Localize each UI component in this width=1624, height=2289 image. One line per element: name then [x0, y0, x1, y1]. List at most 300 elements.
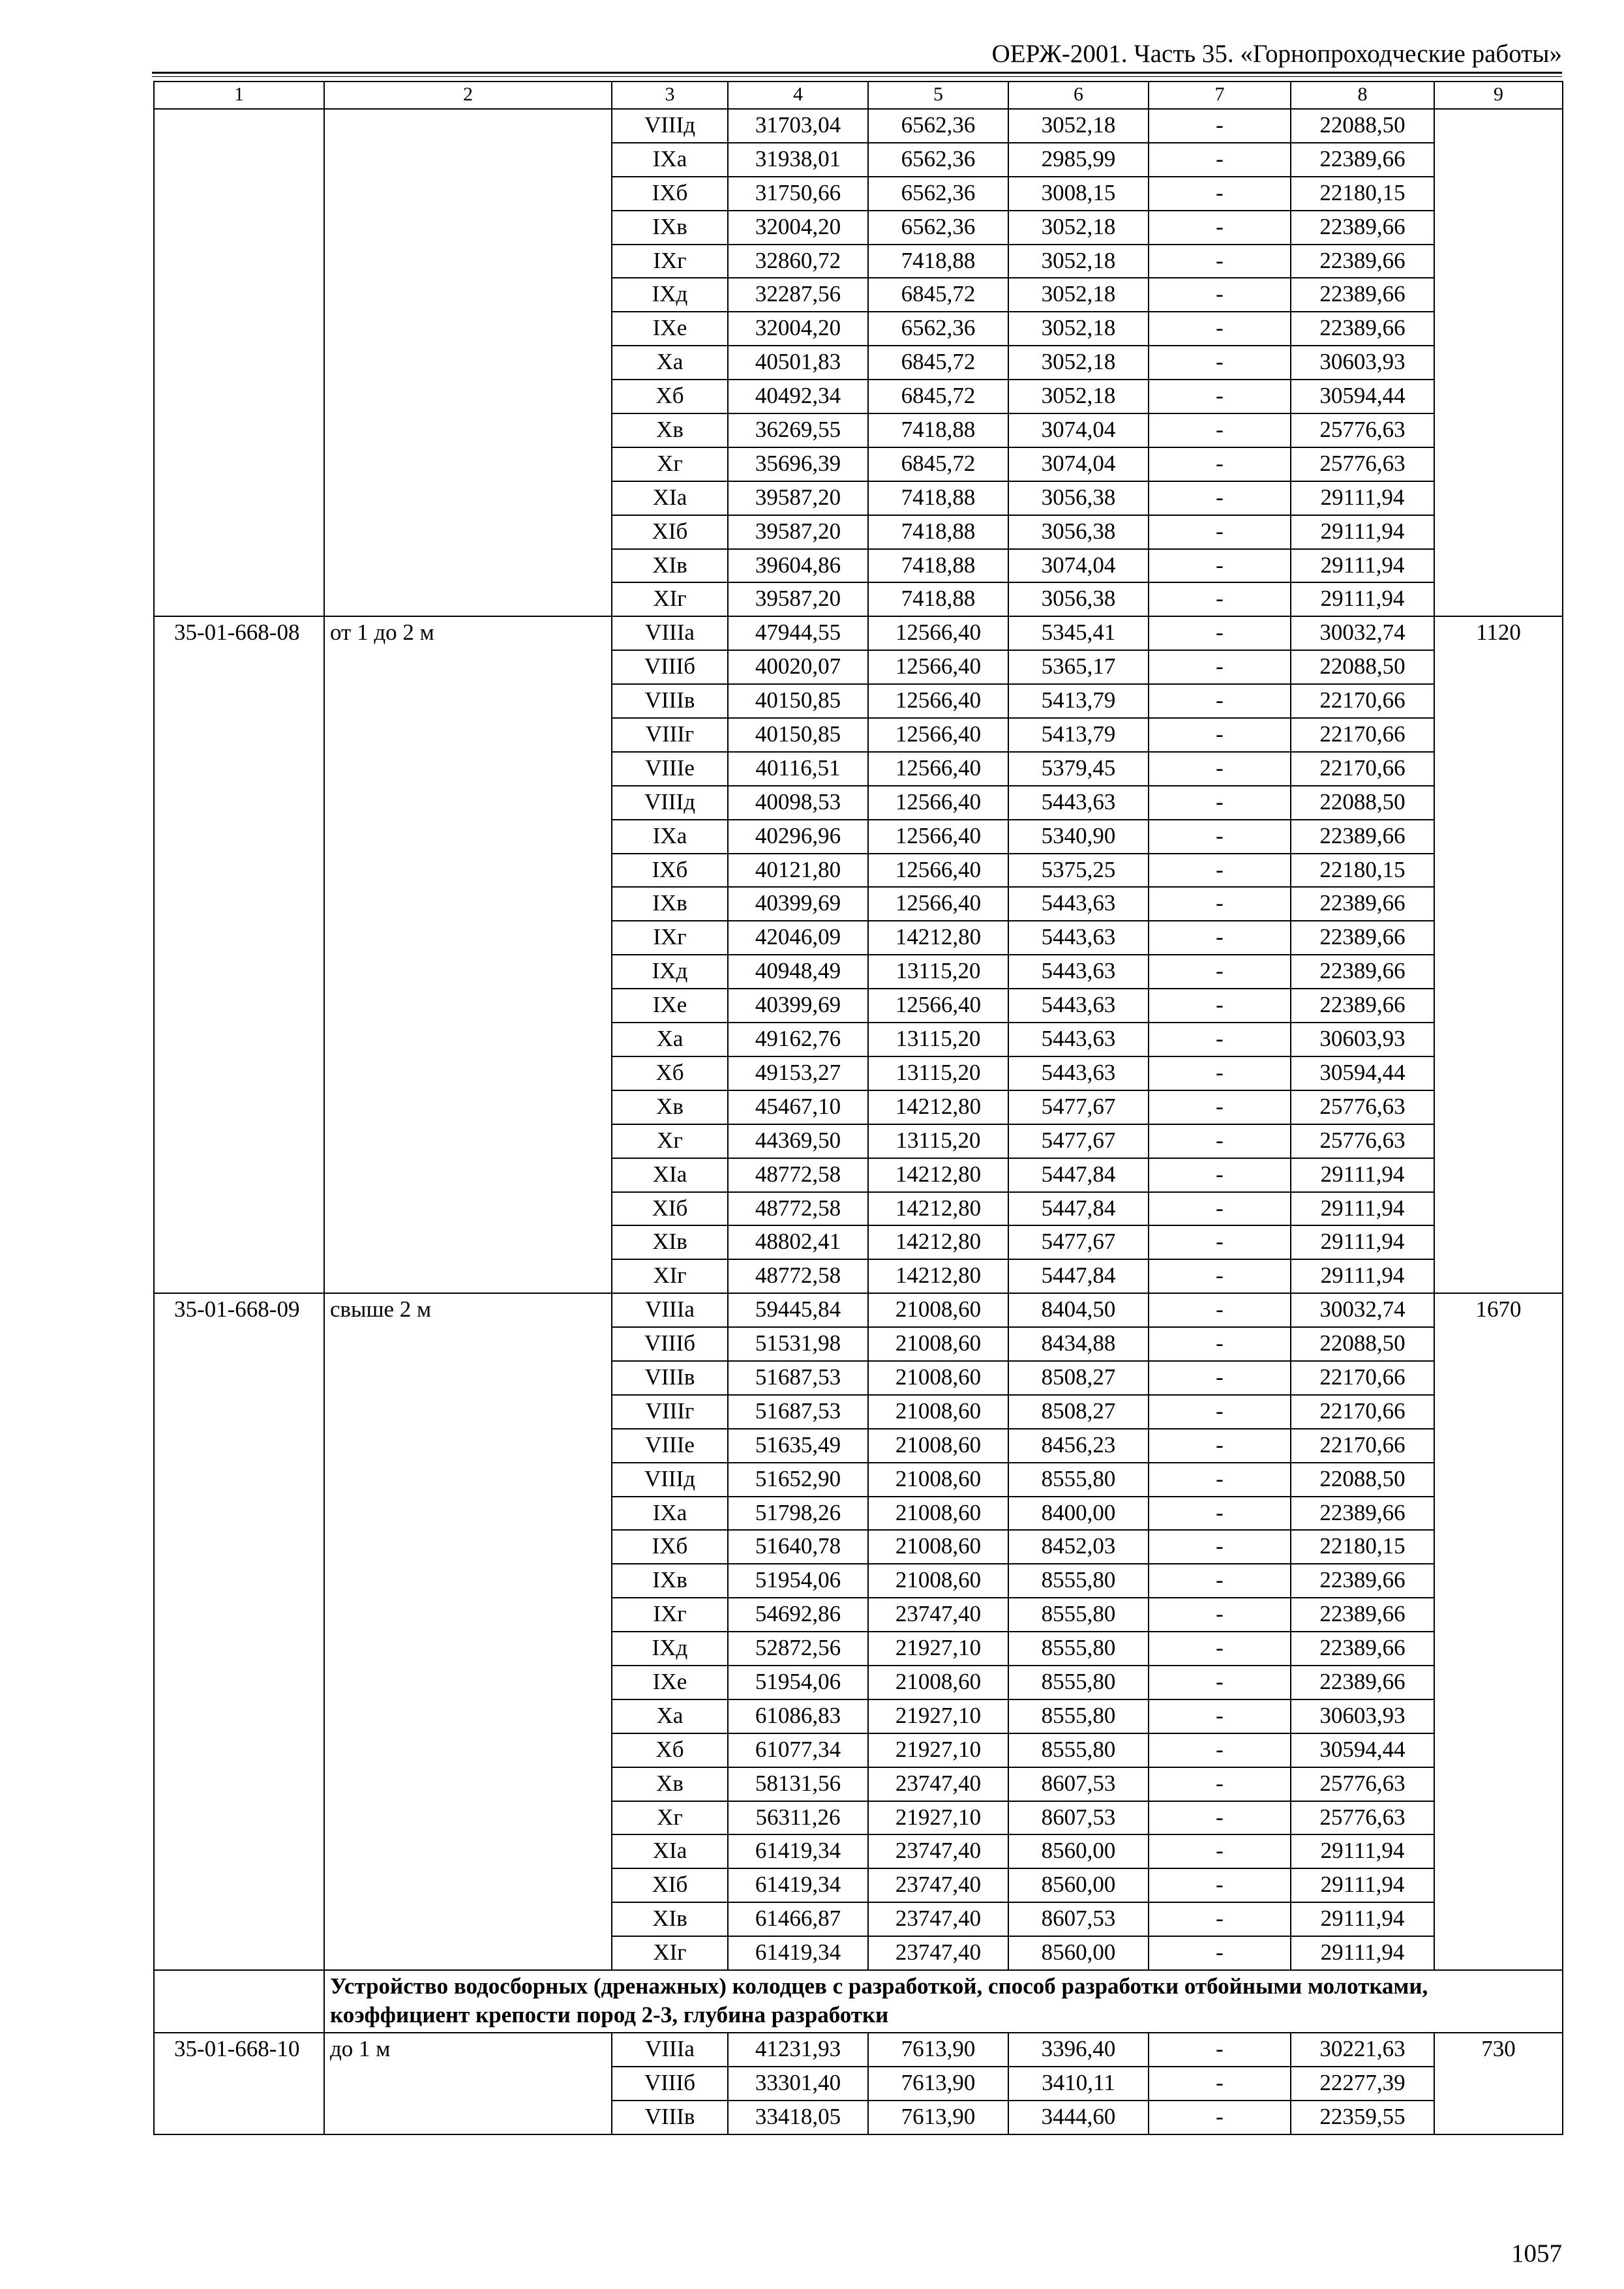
value-cell: 14212,80	[868, 1259, 1008, 1293]
value-cell: 30603,93	[1291, 1699, 1434, 1733]
value-cell: 21008,60	[868, 1395, 1008, 1429]
value-cell: -	[1149, 1598, 1291, 1632]
value-cell: 3074,04	[1008, 447, 1149, 481]
value-cell: 40948,49	[728, 955, 868, 989]
value-cell: 25776,63	[1291, 1124, 1434, 1158]
value-cell: 7613,90	[868, 2101, 1008, 2134]
value-cell: 7418,88	[868, 481, 1008, 515]
value-cell: 21008,60	[868, 1564, 1008, 1598]
value-cell: 61466,87	[728, 1902, 868, 1936]
value-cell: -	[1149, 245, 1291, 278]
value-cell: 49162,76	[728, 1023, 868, 1056]
value-cell: 7613,90	[868, 2067, 1008, 2101]
value-cell: 61419,34	[728, 1834, 868, 1868]
value-cell: -	[1149, 820, 1291, 854]
value-cell: 5447,84	[1008, 1158, 1149, 1192]
value-cell: -	[1149, 2101, 1291, 2134]
value-cell: XIг	[612, 582, 728, 616]
value-cell: 52872,56	[728, 1632, 868, 1666]
column-number: 2	[324, 82, 612, 109]
value-cell: -	[1149, 549, 1291, 583]
section-spacer-cell	[154, 1970, 324, 2033]
value-cell: -	[1149, 1158, 1291, 1192]
value-cell: 3052,18	[1008, 380, 1149, 413]
value-cell: 61086,83	[728, 1699, 868, 1733]
value-cell: 22170,66	[1291, 1361, 1434, 1395]
value-cell: -	[1149, 447, 1291, 481]
value-cell: 12566,40	[868, 718, 1008, 752]
value-cell: 22359,55	[1291, 2101, 1434, 2134]
norm-code-cell: 35-01-668-10	[154, 2033, 324, 2134]
value-cell: 2985,99	[1008, 143, 1149, 177]
value-cell: 22389,66	[1291, 312, 1434, 346]
column-number: 7	[1149, 82, 1291, 109]
value-cell: 5365,17	[1008, 650, 1149, 684]
value-cell: 31750,66	[728, 177, 868, 211]
value-cell: -	[1149, 1801, 1291, 1835]
value-cell: 33418,05	[728, 2101, 868, 2134]
value-cell: 33301,40	[728, 2067, 868, 2101]
value-cell: -	[1149, 1259, 1291, 1293]
value-cell: XIа	[612, 1834, 728, 1868]
value-cell: 6562,36	[868, 143, 1008, 177]
value-cell: 21927,10	[868, 1699, 1008, 1733]
value-cell: 3008,15	[1008, 177, 1149, 211]
value-cell: 40492,34	[728, 380, 868, 413]
header-rule-thick	[152, 72, 1562, 74]
value-cell: XIб	[612, 515, 728, 549]
value-cell: 40296,96	[728, 820, 868, 854]
value-cell: Xв	[612, 1767, 728, 1801]
value-cell: 22389,66	[1291, 1564, 1434, 1598]
column-number: 4	[728, 82, 868, 109]
value-cell: XIа	[612, 1158, 728, 1192]
value-cell: 5443,63	[1008, 786, 1149, 820]
value-cell: 12566,40	[868, 752, 1008, 786]
value-cell: 29111,94	[1291, 1902, 1434, 1936]
value-cell: 59445,84	[728, 1293, 868, 1327]
value-cell: 22180,15	[1291, 854, 1434, 888]
value-cell: 49153,27	[728, 1056, 868, 1090]
value-cell: -	[1149, 515, 1291, 549]
value-cell: IXб	[612, 854, 728, 888]
value-cell: 48772,58	[728, 1158, 868, 1192]
value-cell: XIв	[612, 1902, 728, 1936]
value-cell: 29111,94	[1291, 1192, 1434, 1226]
value-cell: -	[1149, 109, 1291, 143]
value-cell: 12566,40	[868, 820, 1008, 854]
value-cell: 5413,79	[1008, 684, 1149, 718]
value-cell: 22389,66	[1291, 1598, 1434, 1632]
value-cell: 22170,66	[1291, 752, 1434, 786]
value-cell: 22389,66	[1291, 1666, 1434, 1699]
value-cell: -	[1149, 1293, 1291, 1327]
value-cell: Xа	[612, 346, 728, 380]
value-cell: 14212,80	[868, 1225, 1008, 1259]
value-cell: 30032,74	[1291, 616, 1434, 650]
value-cell: -	[1149, 1936, 1291, 1970]
document-header: ОЕРЖ-2001. Часть 35. «Горнопроходческие работы»	[991, 40, 1562, 68]
value-cell: 3052,18	[1008, 245, 1149, 278]
depth-cell: до 1 м	[324, 2033, 612, 2134]
value-cell: 22170,66	[1291, 1429, 1434, 1463]
value-cell: 3396,40	[1008, 2033, 1149, 2067]
value-cell: 40150,85	[728, 684, 868, 718]
value-cell: 32004,20	[728, 211, 868, 245]
value-cell: 8555,80	[1008, 1733, 1149, 1767]
value-cell: 6845,72	[868, 278, 1008, 312]
value-cell: IXд	[612, 1632, 728, 1666]
value-cell: 29111,94	[1291, 1834, 1434, 1868]
value-cell: Xв	[612, 1090, 728, 1124]
value-cell: Xб	[612, 380, 728, 413]
column-number: 6	[1008, 82, 1149, 109]
value-cell: 40399,69	[728, 887, 868, 921]
value-cell: 14212,80	[868, 921, 1008, 955]
value-cell: 12566,40	[868, 989, 1008, 1023]
value-cell: 21008,60	[868, 1666, 1008, 1699]
value-cell: 30221,63	[1291, 2033, 1434, 2067]
value-cell: 42046,09	[728, 921, 868, 955]
value-cell: 8560,00	[1008, 1868, 1149, 1902]
value-cell: 5443,63	[1008, 955, 1149, 989]
value-cell: Xб	[612, 1056, 728, 1090]
value-cell: 7418,88	[868, 413, 1008, 447]
value-cell: 40121,80	[728, 854, 868, 888]
value-cell: 8404,50	[1008, 1293, 1149, 1327]
norm-code-cell: 35-01-668-09	[154, 1293, 324, 1970]
value-cell: VIIIв	[612, 1361, 728, 1395]
value-cell: 8555,80	[1008, 1699, 1149, 1733]
value-cell: 29111,94	[1291, 1936, 1434, 1970]
value-cell: 22389,66	[1291, 887, 1434, 921]
value-cell: 5477,67	[1008, 1225, 1149, 1259]
value-cell: 5345,41	[1008, 616, 1149, 650]
value-cell: Xб	[612, 1733, 728, 1767]
value-cell: 40399,69	[728, 989, 868, 1023]
value-cell: -	[1149, 582, 1291, 616]
value-cell: VIIIе	[612, 1429, 728, 1463]
value-cell: 32287,56	[728, 278, 868, 312]
value-cell: -	[1149, 1733, 1291, 1767]
value-cell: IXе	[612, 1666, 728, 1699]
value-cell: 22389,66	[1291, 1497, 1434, 1531]
value-cell: IXе	[612, 312, 728, 346]
value-cell: VIIIв	[612, 684, 728, 718]
value-cell: -	[1149, 1192, 1291, 1226]
value-cell: 3444,60	[1008, 2101, 1149, 2134]
value-cell: 39604,86	[728, 549, 868, 583]
value-cell: 22389,66	[1291, 921, 1434, 955]
value-cell: 51954,06	[728, 1666, 868, 1699]
value-cell: -	[1149, 1124, 1291, 1158]
value-cell: 40501,83	[728, 346, 868, 380]
value-cell: IXд	[612, 278, 728, 312]
value-cell: 5443,63	[1008, 1056, 1149, 1090]
column-number: 1	[154, 82, 324, 109]
value-cell: Xа	[612, 1023, 728, 1056]
value-cell: -	[1149, 1632, 1291, 1666]
page-number: 1057	[1511, 2239, 1562, 2267]
value-cell: 13115,20	[868, 1056, 1008, 1090]
value-cell: 25776,63	[1291, 1090, 1434, 1124]
value-cell: 8400,00	[1008, 1497, 1149, 1531]
value-cell: 5447,84	[1008, 1192, 1149, 1226]
value-cell: 30594,44	[1291, 1733, 1434, 1767]
norm-code-cell	[154, 109, 324, 616]
value-cell: 40020,07	[728, 650, 868, 684]
value-cell: -	[1149, 1361, 1291, 1395]
value-cell: 3074,04	[1008, 549, 1149, 583]
value-cell: 29111,94	[1291, 549, 1434, 583]
extra-value-cell: 1120	[1434, 616, 1563, 1293]
value-cell: 51798,26	[728, 1497, 868, 1531]
value-cell: 12566,40	[868, 854, 1008, 888]
value-cell: -	[1149, 1699, 1291, 1733]
value-cell: -	[1149, 718, 1291, 752]
value-cell: 51640,78	[728, 1530, 868, 1564]
value-cell: 22389,66	[1291, 1632, 1434, 1666]
value-cell: 5375,25	[1008, 854, 1149, 888]
value-cell: 48772,58	[728, 1192, 868, 1226]
value-cell: 23747,40	[868, 1868, 1008, 1902]
value-cell: 29111,94	[1291, 1259, 1434, 1293]
value-cell: VIIIе	[612, 752, 728, 786]
value-cell: -	[1149, 786, 1291, 820]
value-cell: VIIIд	[612, 1463, 728, 1497]
value-cell: 21008,60	[868, 1293, 1008, 1327]
value-cell: 5447,84	[1008, 1259, 1149, 1293]
header-rule-thin	[152, 76, 1562, 77]
value-cell: 61077,34	[728, 1733, 868, 1767]
extra-value-cell	[1434, 109, 1563, 616]
value-cell: VIIIб	[612, 2067, 728, 2101]
value-cell: 32004,20	[728, 312, 868, 346]
value-cell: -	[1149, 1767, 1291, 1801]
value-cell: 35696,39	[728, 447, 868, 481]
value-cell: VIIIв	[612, 2101, 728, 2134]
value-cell: 22088,50	[1291, 650, 1434, 684]
value-cell: 21008,60	[868, 1463, 1008, 1497]
column-number: 3	[612, 82, 728, 109]
extra-value-cell: 730	[1434, 2033, 1563, 2134]
value-cell: -	[1149, 2067, 1291, 2101]
value-cell: 30603,93	[1291, 1023, 1434, 1056]
value-cell: XIб	[612, 1868, 728, 1902]
value-cell: 30603,93	[1291, 346, 1434, 380]
value-cell: 3052,18	[1008, 109, 1149, 143]
value-cell: 40116,51	[728, 752, 868, 786]
value-cell: 25776,63	[1291, 1801, 1434, 1835]
value-cell: 22389,66	[1291, 820, 1434, 854]
value-cell: 21927,10	[868, 1632, 1008, 1666]
value-cell: 51954,06	[728, 1564, 868, 1598]
value-cell: -	[1149, 1023, 1291, 1056]
value-cell: -	[1149, 413, 1291, 447]
value-cell: VIIIг	[612, 1395, 728, 1429]
value-cell: -	[1149, 1327, 1291, 1361]
value-cell: -	[1149, 1666, 1291, 1699]
table-row	[154, 1293, 1563, 1327]
value-cell: 8560,00	[1008, 1936, 1149, 1970]
value-cell: IXа	[612, 1497, 728, 1531]
value-cell: 5443,63	[1008, 887, 1149, 921]
value-cell: IXа	[612, 143, 728, 177]
value-cell: 61419,34	[728, 1868, 868, 1902]
value-cell: 32860,72	[728, 245, 868, 278]
value-cell: IXг	[612, 1598, 728, 1632]
table-body	[154, 82, 1563, 2134]
value-cell: -	[1149, 481, 1291, 515]
value-cell: 44369,50	[728, 1124, 868, 1158]
value-cell: 22389,66	[1291, 211, 1434, 245]
value-cell: 41231,93	[728, 2033, 868, 2067]
table-row	[154, 616, 1563, 650]
value-cell: 21008,60	[868, 1429, 1008, 1463]
value-cell: 8560,00	[1008, 1834, 1149, 1868]
value-cell: 21008,60	[868, 1327, 1008, 1361]
depth-cell: свыше 2 м	[324, 1293, 612, 1970]
value-cell: 22389,66	[1291, 278, 1434, 312]
value-cell: 6562,36	[868, 177, 1008, 211]
value-cell: 23747,40	[868, 1767, 1008, 1801]
value-cell: 5340,90	[1008, 820, 1149, 854]
value-cell: -	[1149, 312, 1291, 346]
value-cell: -	[1149, 1090, 1291, 1124]
depth-cell: от 1 до 2 м	[324, 616, 612, 1293]
value-cell: -	[1149, 1497, 1291, 1531]
value-cell: -	[1149, 380, 1291, 413]
value-cell: 25776,63	[1291, 413, 1434, 447]
value-cell: 13115,20	[868, 1124, 1008, 1158]
value-cell: 22389,66	[1291, 143, 1434, 177]
value-cell: 22180,15	[1291, 1530, 1434, 1564]
value-cell: 45467,10	[728, 1090, 868, 1124]
value-cell: Xг	[612, 1124, 728, 1158]
value-cell: XIг	[612, 1936, 728, 1970]
value-cell: 3052,18	[1008, 312, 1149, 346]
value-cell: VIIIб	[612, 650, 728, 684]
value-cell: 6845,72	[868, 380, 1008, 413]
value-cell: 12566,40	[868, 650, 1008, 684]
value-cell: -	[1149, 143, 1291, 177]
value-cell: 58131,56	[728, 1767, 868, 1801]
value-cell: VIIIа	[612, 1293, 728, 1327]
value-cell: 8456,23	[1008, 1429, 1149, 1463]
value-cell: 13115,20	[868, 955, 1008, 989]
value-cell: Xг	[612, 447, 728, 481]
value-cell: 8555,80	[1008, 1666, 1149, 1699]
value-cell: IXб	[612, 177, 728, 211]
value-cell: 7418,88	[868, 515, 1008, 549]
value-cell: IXв	[612, 211, 728, 245]
value-cell: 30594,44	[1291, 380, 1434, 413]
value-cell: VIIIа	[612, 2033, 728, 2067]
value-cell: 31938,01	[728, 143, 868, 177]
value-cell: 23747,40	[868, 1598, 1008, 1632]
value-cell: 5477,67	[1008, 1124, 1149, 1158]
value-cell: VIIIд	[612, 786, 728, 820]
value-cell: 22088,50	[1291, 109, 1434, 143]
section-heading: Устройство водосборных (дренажных) колодцев с разработкой, способ разработки отбойными молотками, коэффициент крепости пород 2-3, глубина разработки	[324, 1970, 1563, 2033]
section-heading-row	[154, 1970, 1563, 2033]
value-cell: 25776,63	[1291, 1767, 1434, 1801]
value-cell: Xа	[612, 1699, 728, 1733]
value-cell: 7418,88	[868, 245, 1008, 278]
value-cell: IXг	[612, 245, 728, 278]
value-cell: 29111,94	[1291, 515, 1434, 549]
value-cell: 22277,39	[1291, 2067, 1434, 2101]
value-cell: 56311,26	[728, 1801, 868, 1835]
value-cell: 61419,34	[728, 1936, 868, 1970]
value-cell: 22389,66	[1291, 989, 1434, 1023]
value-cell: 51635,49	[728, 1429, 868, 1463]
value-cell: 8508,27	[1008, 1361, 1149, 1395]
value-cell: VIIIг	[612, 718, 728, 752]
value-cell: 22180,15	[1291, 177, 1434, 211]
value-cell: 3056,38	[1008, 582, 1149, 616]
extra-value-cell: 1670	[1434, 1293, 1563, 1970]
value-cell: 22389,66	[1291, 245, 1434, 278]
value-cell: 3052,18	[1008, 346, 1149, 380]
depth-cell	[324, 109, 612, 616]
value-cell: 12566,40	[868, 786, 1008, 820]
value-cell: -	[1149, 921, 1291, 955]
value-cell: 7613,90	[868, 2033, 1008, 2067]
value-cell: XIв	[612, 549, 728, 583]
value-cell: 29111,94	[1291, 582, 1434, 616]
value-cell: 40098,53	[728, 786, 868, 820]
value-cell: 23747,40	[868, 1902, 1008, 1936]
value-cell: 23747,40	[868, 1834, 1008, 1868]
value-cell: -	[1149, 1463, 1291, 1497]
value-cell: 8555,80	[1008, 1632, 1149, 1666]
value-cell: 29111,94	[1291, 1225, 1434, 1259]
value-cell: 5477,67	[1008, 1090, 1149, 1124]
value-cell: 3410,11	[1008, 2067, 1149, 2101]
value-cell: 8555,80	[1008, 1598, 1149, 1632]
value-cell: -	[1149, 1564, 1291, 1598]
value-cell: 12566,40	[868, 616, 1008, 650]
value-cell: Xг	[612, 1801, 728, 1835]
value-cell: -	[1149, 1868, 1291, 1902]
value-cell: -	[1149, 2033, 1291, 2067]
value-cell: 51652,90	[728, 1463, 868, 1497]
value-cell: 5443,63	[1008, 989, 1149, 1023]
value-cell: XIв	[612, 1225, 728, 1259]
value-cell: 6845,72	[868, 346, 1008, 380]
value-cell: 21008,60	[868, 1530, 1008, 1564]
value-cell: 8452,03	[1008, 1530, 1149, 1564]
value-cell: -	[1149, 616, 1291, 650]
value-cell: 39587,20	[728, 481, 868, 515]
value-cell: 30032,74	[1291, 1293, 1434, 1327]
value-cell: 3074,04	[1008, 413, 1149, 447]
value-cell: 30594,44	[1291, 1056, 1434, 1090]
value-cell: 12566,40	[868, 887, 1008, 921]
value-cell: 51531,98	[728, 1327, 868, 1361]
value-cell: IXд	[612, 955, 728, 989]
value-cell: -	[1149, 854, 1291, 888]
column-number-row	[154, 82, 1563, 109]
value-cell: -	[1149, 177, 1291, 211]
value-cell: -	[1149, 752, 1291, 786]
value-cell: -	[1149, 887, 1291, 921]
value-cell: IXг	[612, 921, 728, 955]
value-cell: 8607,53	[1008, 1801, 1149, 1835]
value-cell: 21008,60	[868, 1497, 1008, 1531]
value-cell: 8555,80	[1008, 1463, 1149, 1497]
